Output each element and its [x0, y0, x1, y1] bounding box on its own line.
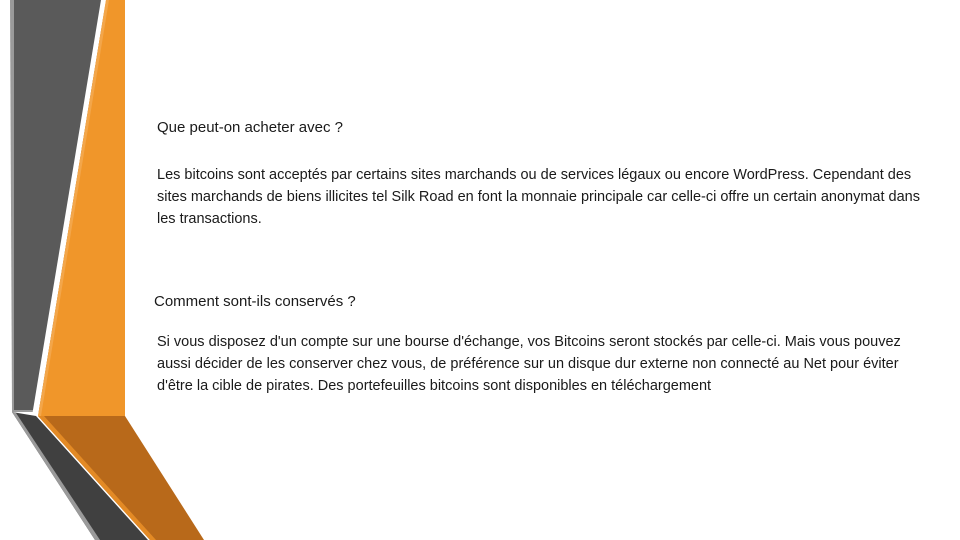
section-body-storage: Si vous disposez d'un compte sur une bourse d'échange, vos Bitcoins seront stockés par celle-ci. Mais vous pouvez aussi décider de les conserver chez vous, de préférence sur un disque dur externe non connecté au Net pour éviter d'être la cible de pirates. Des portefeuilles bitcoins sont disponibles en téléchargement	[157, 334, 901, 394]
section-heading-storage: Comment sont-ils conservés ?	[154, 293, 356, 310]
section-heading-what-to-buy: Que peut-on acheter avec ?	[157, 119, 343, 136]
section-body-what-to-buy: Les bitcoins sont acceptés par certains sites marchands ou de services légaux ou encore WordPress. Cependant des sites marchands de biens illicites tel Silk Road en font la monnaie principale car celle-ci offre un certain anonymat dans les transactions.	[157, 167, 920, 227]
